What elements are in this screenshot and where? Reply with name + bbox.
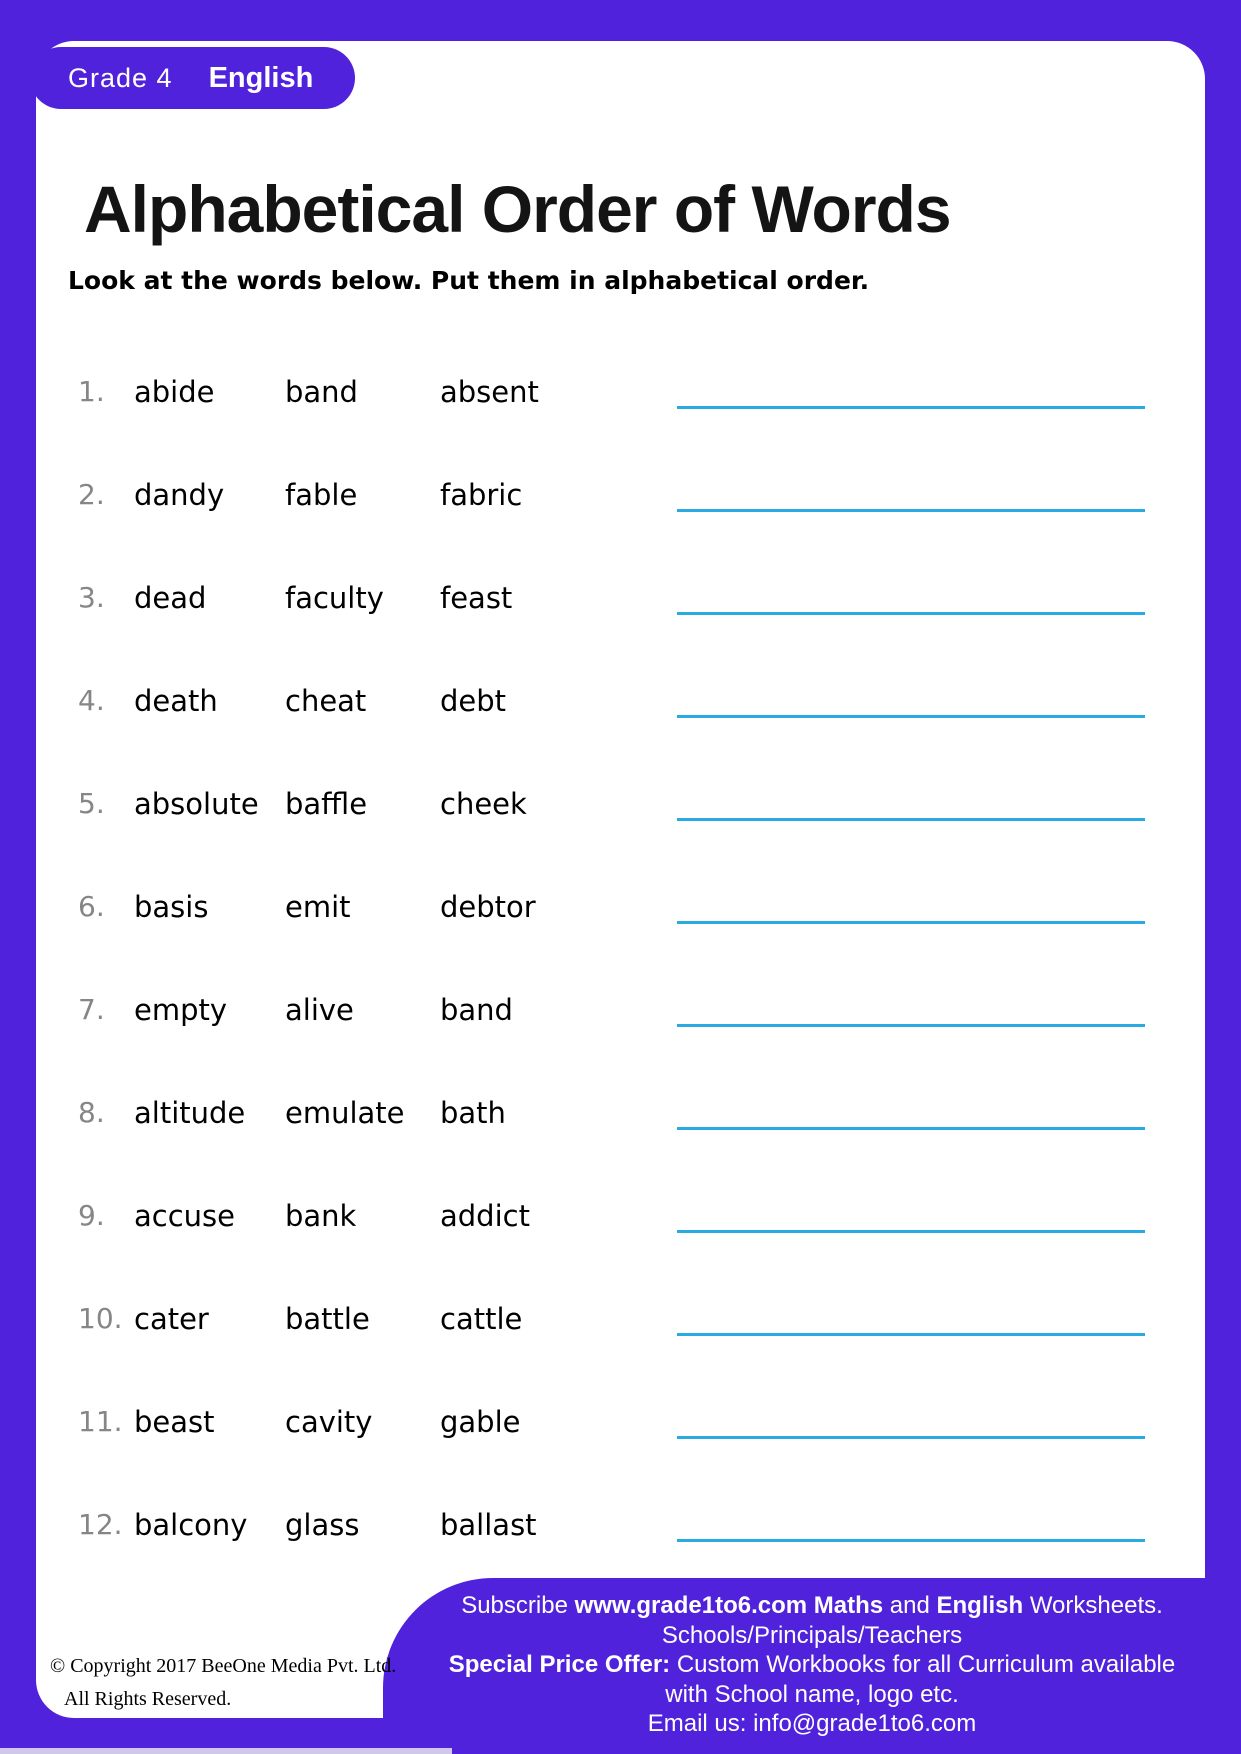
row-word-3: feast <box>440 581 513 615</box>
row-word-3: ballast <box>440 1508 537 1542</box>
answer-blank[interactable] <box>677 1024 1145 1027</box>
footer-banner <box>383 1578 1241 1754</box>
row-word-3: addict <box>440 1199 530 1233</box>
footer-text-segment: and <box>883 1592 937 1619</box>
row-word-1: basis <box>134 890 209 924</box>
row-word-1: balcony <box>134 1508 248 1542</box>
row-word-2: faculty <box>285 581 384 615</box>
row-number: 4. <box>78 684 105 717</box>
row-word-2: bank <box>285 1199 357 1233</box>
row-word-1: death <box>134 684 218 718</box>
answer-blank[interactable] <box>677 818 1145 821</box>
footer-text-segment: Special Price Offer: <box>448 1651 671 1678</box>
word-row <box>36 1297 1205 1341</box>
row-word-3: cheek <box>440 787 527 821</box>
answer-blank[interactable] <box>677 406 1145 409</box>
row-word-1: beast <box>134 1405 215 1439</box>
row-word-3: debtor <box>440 890 536 924</box>
footer-text-segment: Custom Workbooks for all Curriculum available <box>670 1651 1176 1678</box>
row-number: 1. <box>78 375 105 408</box>
row-word-2: cheat <box>285 684 367 718</box>
subject-label: English <box>208 61 314 94</box>
copyright-line-2: All Rights Reserved. <box>64 1688 232 1710</box>
row-word-1: abide <box>134 375 215 409</box>
row-word-3: absent <box>440 375 539 409</box>
row-word-2: emit <box>285 890 351 924</box>
answer-blank[interactable] <box>677 715 1145 718</box>
footer-customization-line: with School name, logo etc. <box>665 1680 959 1708</box>
footer-text-segment: Worksheets. <box>1023 1592 1163 1619</box>
row-word-1: dandy <box>134 478 225 512</box>
word-row <box>36 679 1205 723</box>
row-number: 8. <box>78 1096 105 1129</box>
word-row <box>36 1091 1205 1135</box>
row-number: 11. <box>78 1405 123 1438</box>
page-edge-strip <box>0 1748 452 1754</box>
row-word-2: alive <box>285 993 354 1027</box>
footer-text-segment: English <box>936 1592 1024 1619</box>
word-row <box>36 782 1205 826</box>
footer-text-segment: www.grade1to6.com Maths <box>574 1592 884 1619</box>
row-word-2: glass <box>285 1508 360 1542</box>
answer-blank[interactable] <box>677 921 1145 924</box>
row-word-1: accuse <box>134 1199 235 1233</box>
footer-text-segment: Subscribe <box>461 1592 575 1619</box>
footer-audience-line: Schools/Principals/Teachers <box>661 1621 963 1649</box>
word-row <box>36 1400 1205 1444</box>
copyright-notice <box>50 1650 396 1716</box>
page-title: Alphabetical Order of Words <box>84 172 951 247</box>
instruction-text: Look at the words below. Put them in alphabetical order. <box>68 266 870 295</box>
answer-blank[interactable] <box>677 1333 1145 1336</box>
footer-email-line: Email us: info@grade1to6.com <box>647 1710 977 1737</box>
word-row <box>36 1503 1205 1547</box>
word-row <box>36 370 1205 414</box>
row-number: 7. <box>78 993 105 1026</box>
grade-label: Grade 4 <box>68 62 173 93</box>
row-number: 6. <box>78 890 105 923</box>
row-number: 5. <box>78 787 105 820</box>
answer-blank[interactable] <box>677 612 1145 615</box>
word-rows <box>36 41 1205 1718</box>
row-word-1: dead <box>134 581 207 615</box>
row-word-2: emulate <box>285 1096 405 1130</box>
row-word-2: battle <box>285 1302 370 1336</box>
row-word-1: absolute <box>134 787 259 821</box>
row-word-2: cavity <box>285 1405 373 1439</box>
word-row <box>36 885 1205 929</box>
word-row <box>36 988 1205 1032</box>
footer-subscribe-line <box>383 1591 1241 1621</box>
answer-blank[interactable] <box>677 1436 1145 1439</box>
row-word-3: bath <box>440 1096 506 1130</box>
row-word-1: cater <box>134 1302 209 1336</box>
row-number: 10. <box>78 1302 123 1335</box>
row-word-3: gable <box>440 1405 521 1439</box>
row-number: 2. <box>78 478 105 511</box>
row-word-3: debt <box>440 684 507 718</box>
row-word-3: cattle <box>440 1302 523 1336</box>
row-word-2: fable <box>285 478 358 512</box>
row-word-3: fabric <box>440 478 523 512</box>
worksheet-page <box>36 41 1205 1718</box>
copyright-line-1: © Copyright 2017 BeeOne Media Pvt. Ltd. <box>50 1655 397 1677</box>
grade-subject-badge <box>30 47 355 109</box>
answer-blank[interactable] <box>677 1230 1145 1233</box>
row-word-2: band <box>285 375 358 409</box>
word-row <box>36 576 1205 620</box>
word-row <box>36 473 1205 517</box>
answer-blank[interactable] <box>677 1539 1145 1542</box>
row-word-1: empty <box>134 993 228 1027</box>
row-number: 12. <box>78 1508 123 1541</box>
answer-blank[interactable] <box>677 1127 1145 1130</box>
row-number: 9. <box>78 1199 105 1232</box>
row-word-2: baffle <box>285 787 368 821</box>
footer-offer-line <box>383 1650 1241 1680</box>
answer-blank[interactable] <box>677 509 1145 512</box>
row-word-3: band <box>440 993 513 1027</box>
row-word-1: altitude <box>134 1096 246 1130</box>
row-number: 3. <box>78 581 105 614</box>
word-row <box>36 1194 1205 1238</box>
